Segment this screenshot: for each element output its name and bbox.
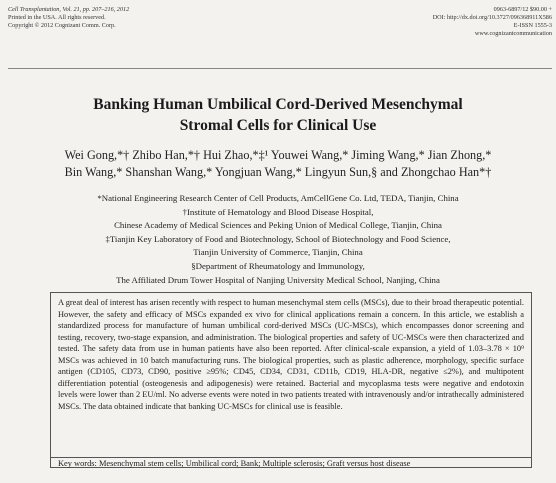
- paper-title: [0, 94, 556, 136]
- header-rule: [8, 68, 552, 69]
- author-line-2: Bin Wang,* Shanshan Wang,* Yongjuan Wang,* Lingyun Sun,§ and Zhongchao Han*†: [64, 165, 492, 179]
- title-line-1: Banking Human Umbilical Cord-Derived Mesenchymal: [93, 96, 463, 113]
- issn-price: 0963-6897/12 $90.00 +: [493, 6, 552, 13]
- affiliation-line: §Department of Rheumatology and Immunology,: [191, 260, 365, 271]
- title-line-2: Stromal Cells for Clinical Use: [179, 117, 377, 134]
- affiliation-line: The Affiliated Drum Tower Hospital of Nanjing University Medical School, Nanjing, China: [116, 274, 440, 285]
- author-list: [30, 147, 526, 181]
- journal-citation: Cell Transplantation, Vol. 21, pp. 207–216, 2012: [8, 6, 130, 13]
- abstract-box: [50, 292, 532, 468]
- journal-info: [8, 6, 129, 30]
- affiliation-line: Tianjin University of Commerce, Tianjin, China: [193, 247, 363, 258]
- copyright-notice: Copyright © 2012 Cognizant Comm. Corp.: [8, 22, 116, 29]
- abstract-text: A great deal of interest has arisen recently with respect to human mesenchymal stem cells (MSCs), due to their broad therapeutic potential. However, the safety and efficacy of MSCs expanded ex vivo for clinical applications remain a concern. In this article, we establish a standardized process for manufacture of human umbilical cord-derived MSCs (UC-MSCs), which encompasses donor screening and testing, recovery, two-stage expansion, and administration. The biological properties and safety of UC-MSCs were then characterized and tested. The safety data from use in human patients have also been reported. After clinical-scale expansion, a yield of 1.03–3.78 × 10⁹ MSCs was achieved in 10 batch manufacturing runs. The biological properties, such as plastic adherence, morphology, specific surface antigen (CD105, CD73, CD90, positive ≥95%; CD45, CD34, CD31, CD11b, CD19, HLA-DR, negative ≤2%), and multipotent differentiation potential (osteogenesis and adipogenesis) were retained. Bacterial and mycoplasma tests were negative and endotoxin levels were lower than 2 EU/ml. No adverse events were noted in two patients treated with intravenously and/or intrathecally administered MSCs. The data obtained indicate that banking UC-MSCs for clinical use is feasible.: [58, 298, 524, 411]
- author-line-1: Wei Gong,*† Zhibo Han,*† Hui Zhao,*‡¹ Youwei Wang,* Jiming Wang,* Jian Zhong,*: [64, 148, 492, 162]
- doi-info: [433, 6, 552, 38]
- keywords-rule: [51, 457, 531, 458]
- e-issn: E-ISSN 1555-3: [513, 22, 552, 29]
- affiliation-line: *National Engineering Research Center of Cell Products, AmCellGene Co. Ltd, TEDA, Tianjin, China: [97, 193, 459, 203]
- affiliation-line: Chinese Academy of Medical Sciences and Peking Union of Medical College, Tianjin, China: [114, 220, 442, 231]
- affiliations: [20, 192, 536, 287]
- affiliation-line: ‡Tianjin Key Laboratory of Food and Biotechnology, School of Biotechnology and Food Science,: [105, 233, 451, 244]
- keywords: Key words: Mesenchymal stem cells; Umbilical cord; Bank; Multiple sclerosis; Graft versus host disease: [58, 459, 411, 468]
- affiliation-line: †Institute of Hematology and Blood Disease Hospital,: [182, 206, 374, 217]
- print-notice: Printed in the USA. All rights reserved.: [8, 14, 106, 21]
- doi-link: DOI: http://dx.doi.org/10.3727/096368911X586: [432, 14, 552, 21]
- publisher-url: www.cognizantcommunication: [474, 30, 552, 37]
